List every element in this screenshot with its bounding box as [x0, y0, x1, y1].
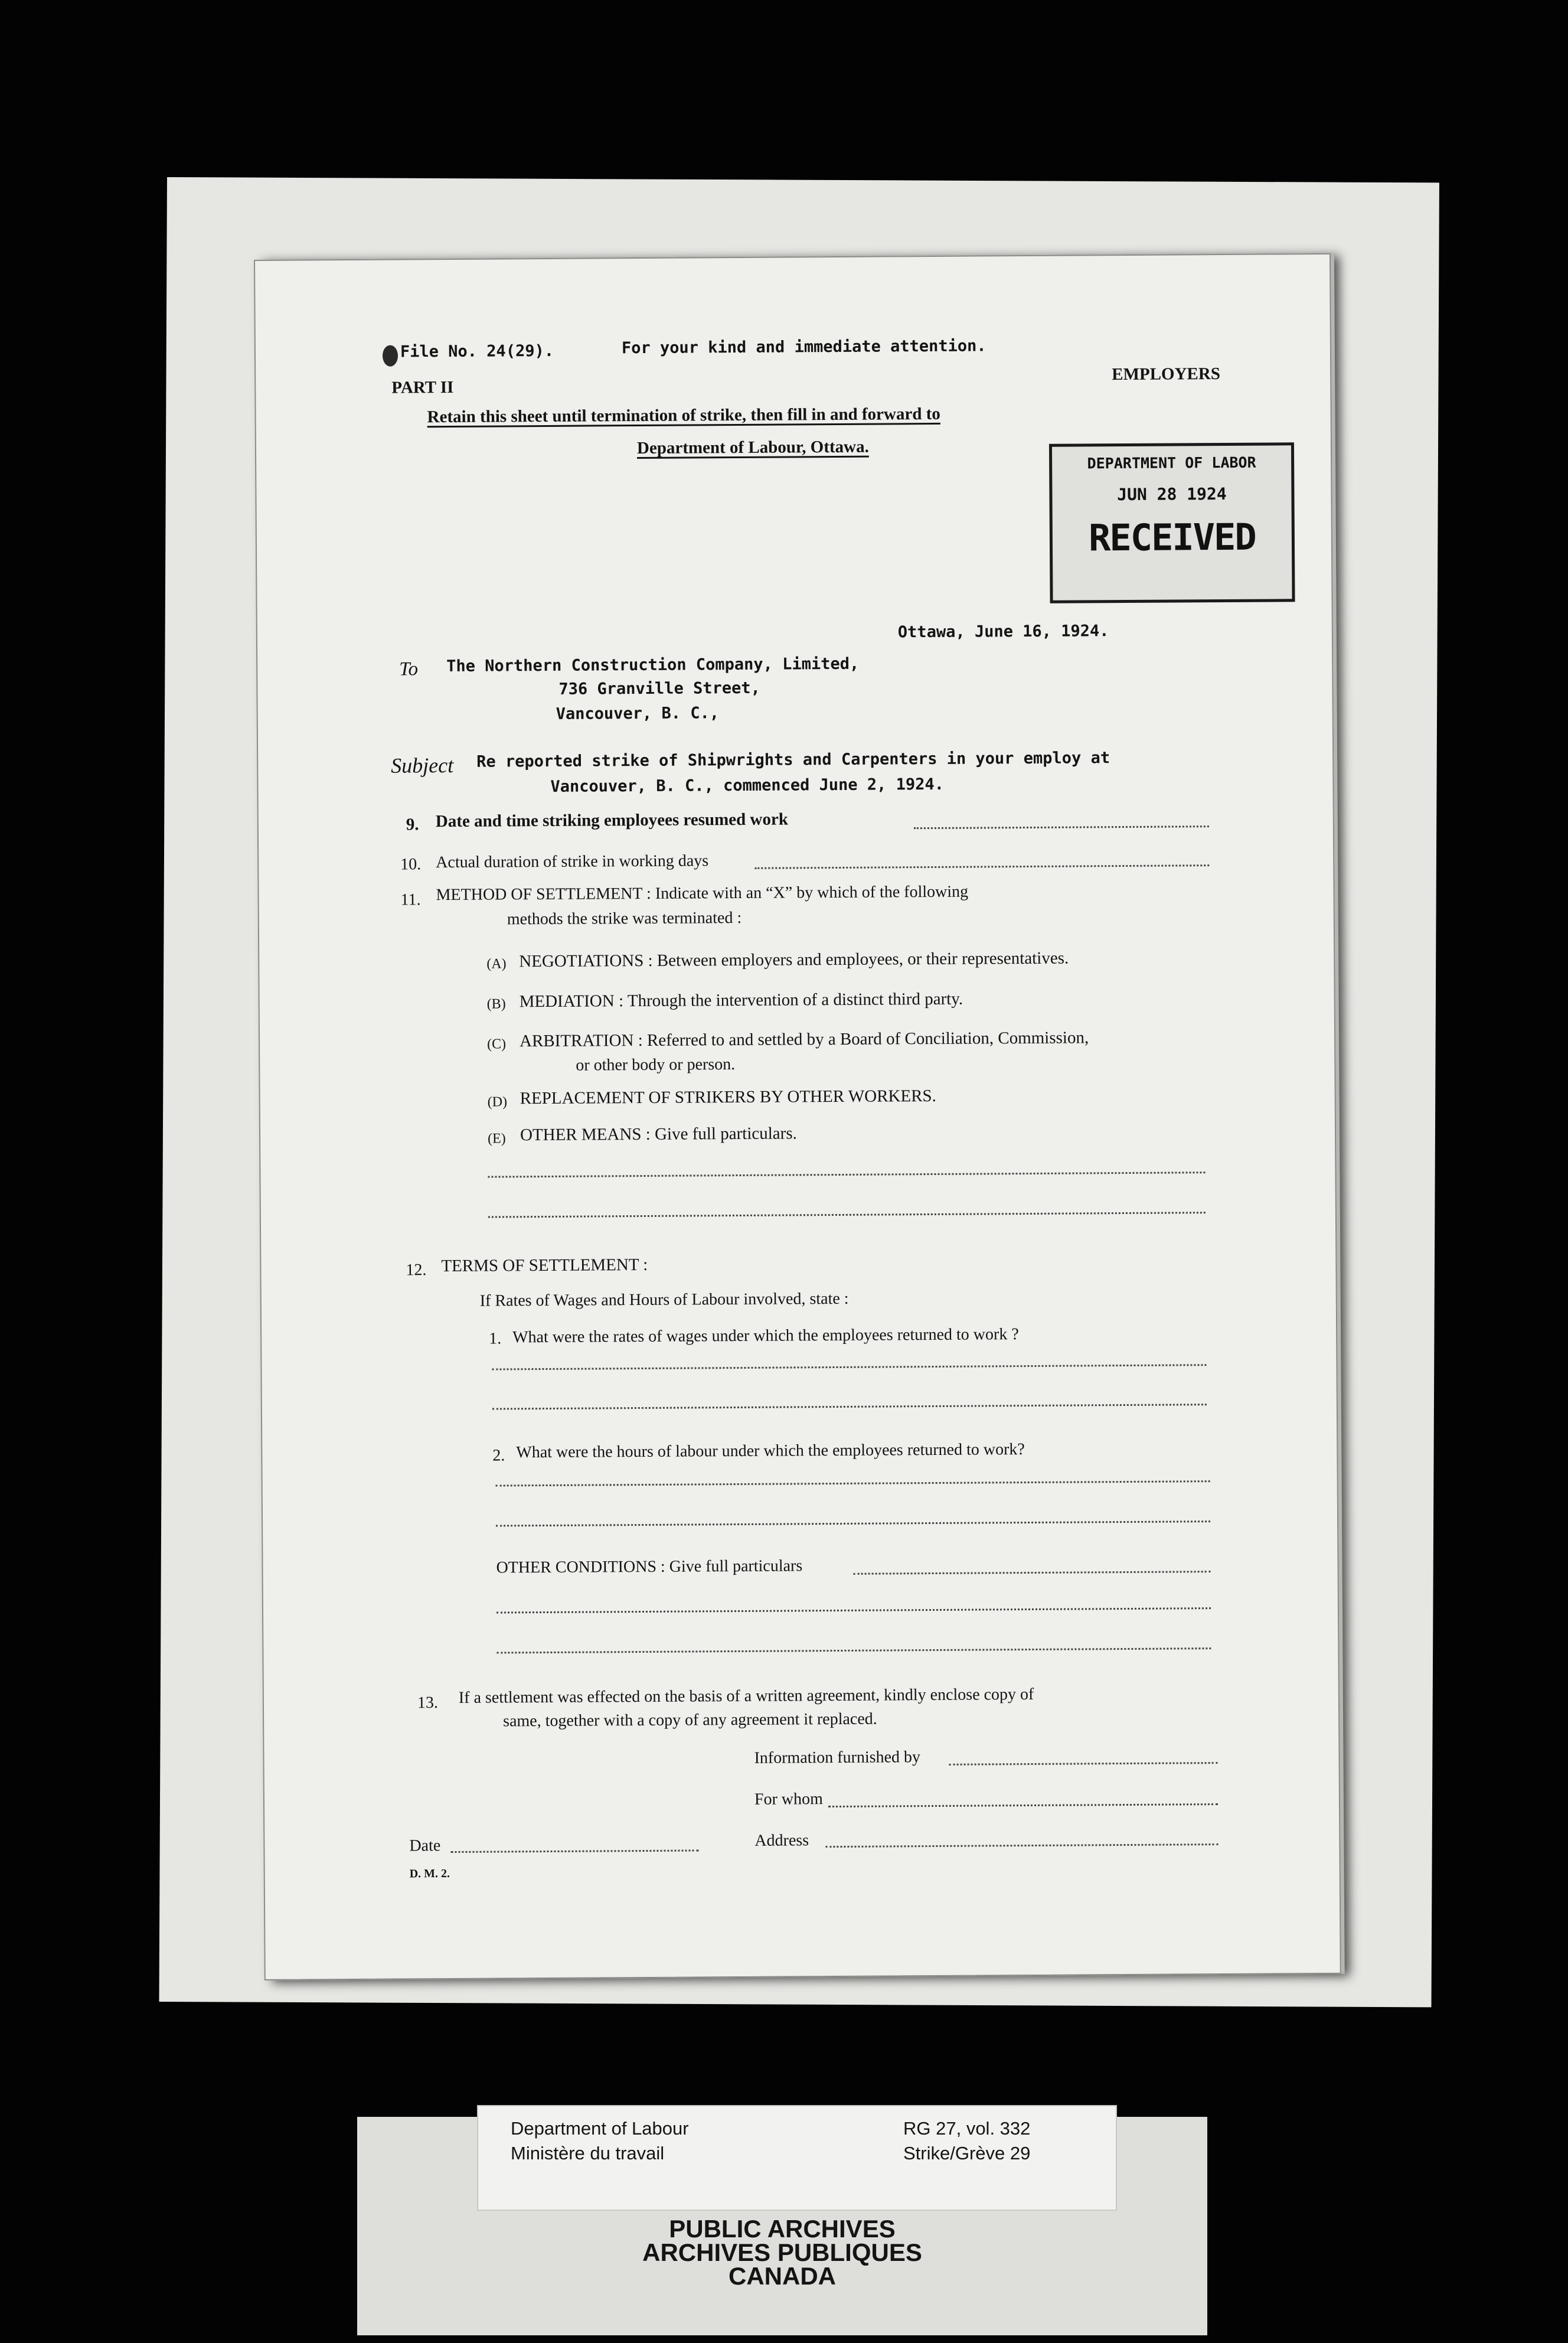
place-date: Ottawa, June 16, 1924.: [897, 622, 1109, 642]
department-french: Ministère du travail: [511, 2143, 665, 2163]
public-archives-french: ARCHIVES PUBLIQUES: [642, 2238, 922, 2266]
subject-line-1: Re reported strike of Shipwrights and Carpenters in your employ at: [476, 749, 1110, 771]
other-conditions-line-3[interactable]: [496, 1647, 1211, 1653]
stamp-received: RECEIVED: [1088, 515, 1256, 560]
retain-instruction: Retain this sheet until termination of strike, then fill in and forward to: [427, 404, 940, 427]
option-a-negotiations[interactable]: NEGOTIATIONS : Between employers and employees, or their representatives.: [519, 948, 1069, 971]
q10-text: Actual duration of strike in working days: [436, 851, 709, 872]
q10-answer-line[interactable]: [754, 864, 1209, 869]
for-whom-label: For whom: [754, 1790, 823, 1809]
stamp-department: DEPARTMENT OF LABOR: [1087, 453, 1256, 472]
stamp-date: JUN 28 1924: [1117, 484, 1227, 505]
date-line[interactable]: [450, 1849, 698, 1853]
public-archives-english: PUBLIC ARCHIVES: [669, 2215, 896, 2243]
q13-text-2: same, together with a copy of any agreement it replaced.: [503, 1709, 877, 1731]
q12-2-text: What were the hours of labour under which the employees returned to work?: [516, 1440, 1025, 1462]
q11-number: 11.: [400, 890, 421, 909]
option-d-letter: (D): [487, 1094, 508, 1110]
option-c-text-2: or other body or person.: [576, 1055, 736, 1075]
other-conditions-line-2[interactable]: [496, 1607, 1211, 1613]
option-e-other-means[interactable]: OTHER MEANS : Give full particulars.: [520, 1124, 797, 1145]
address-label: Address: [754, 1831, 809, 1850]
public-archives-country: CANADA: [729, 2262, 836, 2290]
option-c-letter: (C): [487, 1036, 507, 1052]
subject-line-2: Vancouver, B. C., commenced June 2, 1924.: [550, 775, 945, 796]
q12-1-text: What were the rates of wages under which the employees returned to work ?: [512, 1325, 1019, 1347]
other-conditions-line-1[interactable]: [854, 1571, 1211, 1575]
q12-1-answer-line-2[interactable]: [492, 1404, 1207, 1409]
option-e-answer-line-1[interactable]: [488, 1172, 1205, 1177]
q11-text: METHOD OF SETTLEMENT : Indicate with an “X” by which of the following: [436, 882, 969, 905]
option-e-letter: (E): [488, 1131, 506, 1147]
q12-2-answer-line-2[interactable]: [496, 1520, 1210, 1526]
department-english: Department of Labour: [511, 2118, 689, 2139]
part-label: PART II: [391, 377, 454, 397]
q10-number: 10.: [400, 855, 422, 874]
strike-report-form: [254, 253, 1341, 1980]
strike-reference: Strike/Grève 29: [903, 2143, 1031, 2163]
q12-2-number: 2.: [492, 1446, 505, 1465]
forward-to-department: Department of Labour, Ottawa.: [636, 437, 869, 458]
address-line[interactable]: [825, 1843, 1218, 1848]
option-a-letter: (A): [486, 956, 507, 972]
option-b-mediation[interactable]: MEDIATION : Through the intervention of a distinct third party.: [519, 989, 963, 1011]
q9-number: 9.: [406, 815, 419, 834]
attention-note: For your kind and immediate attention.: [621, 337, 986, 358]
other-conditions-label: OTHER CONDITIONS : Give full particulars: [496, 1556, 803, 1577]
form-code: D. M. 2.: [409, 1867, 450, 1881]
q13-number: 13.: [417, 1693, 439, 1712]
to-label: To: [399, 658, 419, 680]
for-whom-line[interactable]: [828, 1803, 1218, 1807]
q12-number: 12.: [406, 1261, 427, 1280]
q12-intro: If Rates of Wages and Hours of Labour involved, state :: [479, 1289, 849, 1310]
option-c-arbitration[interactable]: ARBITRATION : Referred to and settled by a Board of Conciliation, Commission,: [519, 1028, 1089, 1051]
q13-text: If a settlement was effected on the basis of a written agreement, kindly enclose copy of: [458, 1685, 1034, 1707]
date-label: Date: [409, 1836, 441, 1855]
archive-reference-card: [477, 2105, 1117, 2211]
punch-hole-icon: [383, 345, 398, 367]
q9-text: Date and time striking employees resumed work: [435, 810, 789, 831]
option-d-replacement[interactable]: REPLACEMENT OF STRIKERS BY OTHER WORKERS.: [520, 1086, 936, 1108]
q11-text-2: methods the strike was terminated :: [507, 908, 742, 929]
addressee-street: 736 Granville Street,: [558, 678, 760, 699]
addressee-name: The Northern Construction Company, Limited,: [446, 654, 860, 676]
information-furnished-line[interactable]: [949, 1762, 1218, 1766]
q9-answer-line[interactable]: [914, 825, 1209, 829]
q12-2-answer-line-1[interactable]: [496, 1480, 1210, 1486]
information-furnished-label: Information furnished by: [754, 1748, 921, 1767]
addressee-city: Vancouver, B. C.,: [556, 704, 720, 723]
option-e-answer-line-2[interactable]: [488, 1212, 1206, 1218]
archives-stamp: [357, 2217, 1207, 2288]
q12-1-number: 1.: [489, 1329, 502, 1348]
option-b-letter: (B): [486, 996, 506, 1012]
subject-label: Subject: [391, 753, 454, 778]
q12-1-answer-line-1[interactable]: [492, 1364, 1206, 1370]
record-group-volume: RG 27, vol. 332: [903, 2118, 1031, 2139]
file-number: File No. 24(29).: [400, 341, 554, 361]
employers-label: EMPLOYERS: [1112, 364, 1220, 384]
q12-text: TERMS OF SETTLEMENT :: [441, 1255, 648, 1276]
received-stamp: [1049, 442, 1295, 603]
